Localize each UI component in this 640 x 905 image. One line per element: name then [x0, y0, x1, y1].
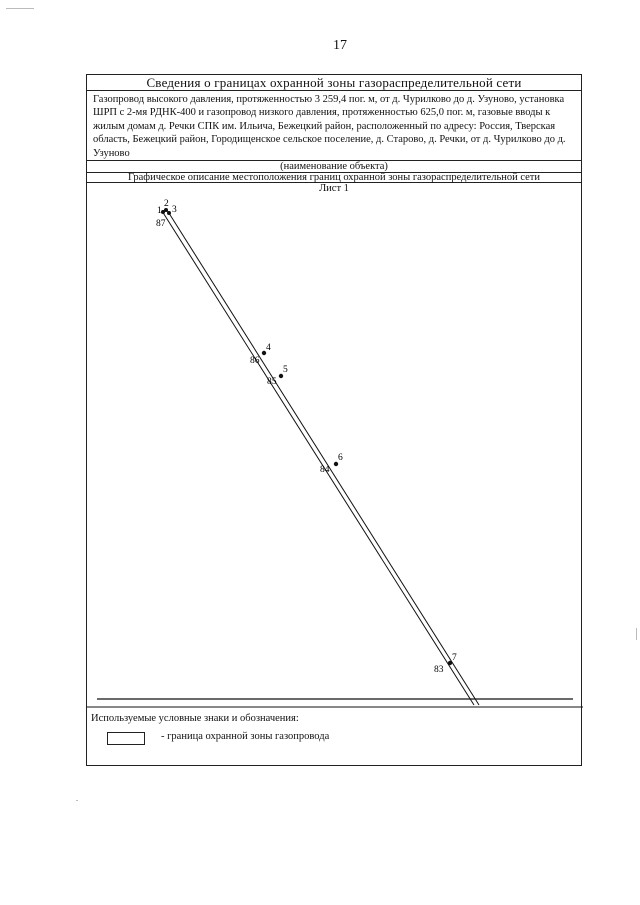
point-label-84: 84 — [320, 465, 330, 475]
point-label-4: 4 — [266, 343, 271, 353]
sheet-label: Лист 1 — [319, 183, 349, 194]
point-label-2: 2 — [164, 199, 169, 209]
point-label-83: 83 — [434, 665, 444, 675]
scan-mark-bottom-left — [76, 800, 78, 801]
object-description: Газопровод высокого давления, протяженностью 3 259,4 пог. м, от д. Чурилково до д. Узуново, установка ШРП с 2-мя РДНК-400 и газопровод низкого давления, протяженностью 625,0 пог. м, газовые вводы к жилым домам д. Речки СПК им. Ильича, Бежецкий район, расположенный по адресу: Россия, Тверская область, Бежецкий район, Городищенское сельское поселение, д. Старово, д. Речки, от д. Чурилково до д. Узуново — [87, 91, 581, 161]
graphic-title: Графическое описание местоположения границ охранной зоны газораспределительной сети — [87, 173, 581, 183]
point-label-86: 86 — [250, 356, 260, 366]
zone-boundary-line-right — [167, 210, 479, 705]
zone-boundary-line-left — [162, 211, 474, 705]
scan-mark-left — [6, 8, 34, 9]
point-label-87: 87 — [156, 219, 166, 229]
point-label-6: 6 — [338, 453, 343, 463]
boundary-drawing — [87, 75, 583, 767]
zone-boundary-legend-symbol — [107, 732, 145, 745]
point-label-85: 85 — [267, 377, 277, 387]
legend-heading: Используемые условные знаки и обозначения: — [91, 713, 299, 724]
point-label-5: 5 — [283, 365, 288, 375]
legend-zone-boundary-label: - граница охранной зоны газопровода — [161, 731, 330, 742]
point-marker-3 — [167, 211, 171, 215]
form-title: Сведения о границах охранной зоны газораспределительной сети — [87, 75, 581, 91]
page-number: 17 — [333, 38, 347, 53]
scan-mark-right — [636, 628, 637, 640]
point-label-3: 3 — [172, 205, 177, 215]
object-caption: (наименование объекта) — [87, 161, 581, 173]
point-label-7: 7 — [452, 653, 457, 663]
point-label-1: 1 — [157, 206, 162, 216]
form-frame — [86, 74, 582, 766]
